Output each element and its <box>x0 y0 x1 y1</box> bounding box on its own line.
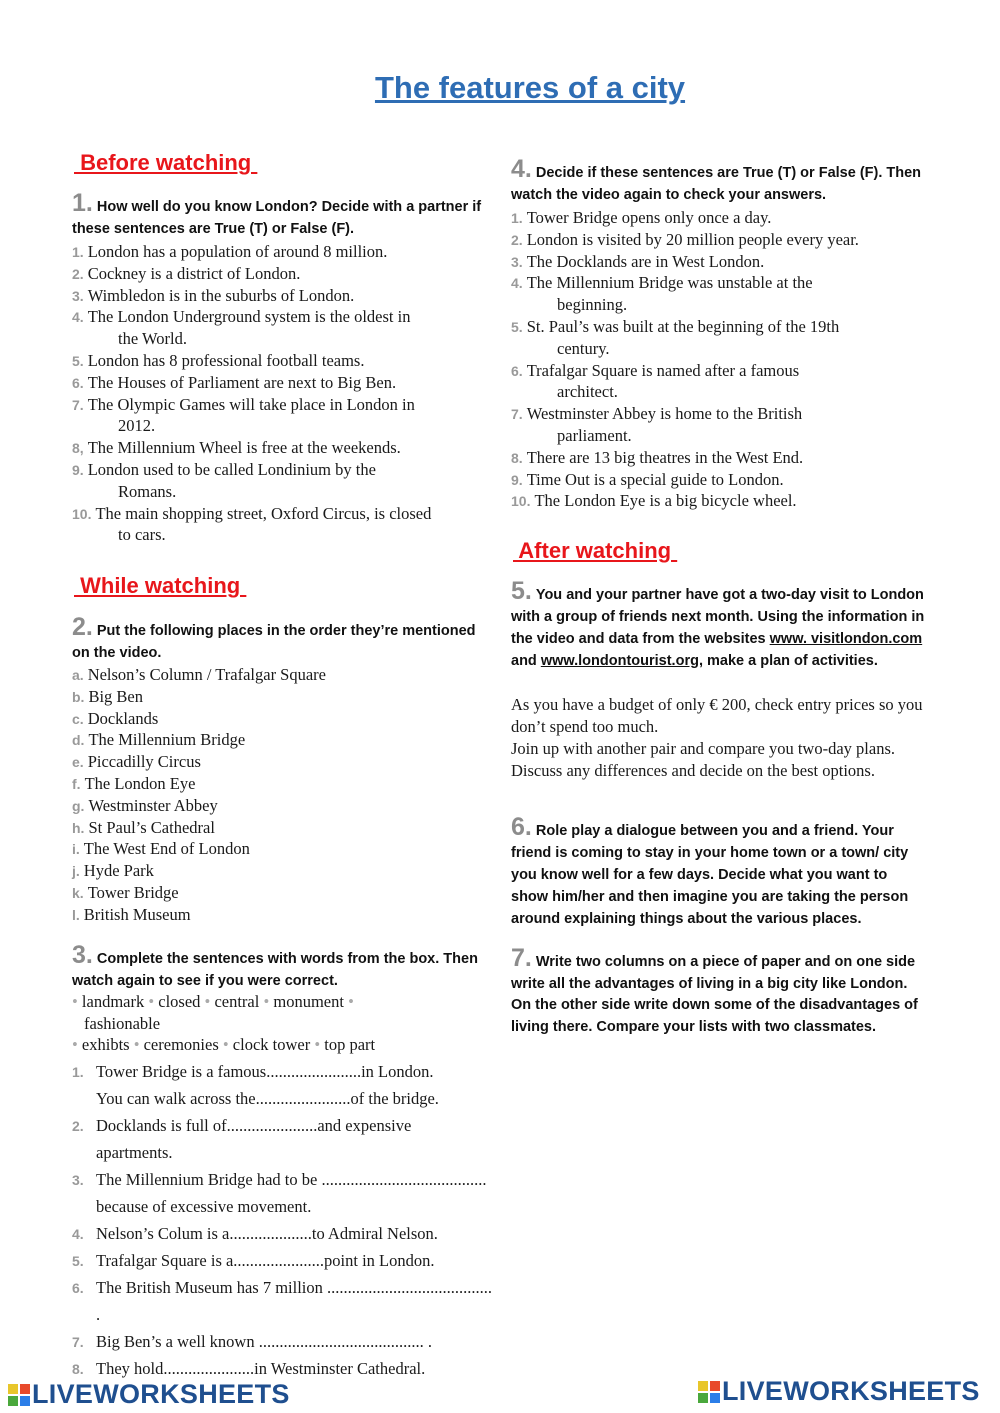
list-item: d. The Millennium Bridge <box>72 730 246 750</box>
liveworksheets-logo-right: LIVEWORKSHEETS <box>698 1376 980 1407</box>
list-item: 7. Westminster Abbey is home to the British parliament. <box>511 404 803 445</box>
task-4-list <box>511 207 931 512</box>
list-item: 1. London has a population of around 8 million. <box>72 242 388 261</box>
task-3-instruction: 3. Complete the sentences with words from the box. Then watch again to see if you were correct. <box>72 941 478 989</box>
section-after-watching: After watching <box>513 538 678 563</box>
liveworksheets-logo-icon <box>8 1384 30 1406</box>
word-box <box>72 991 472 1056</box>
word: clock tower <box>232 1035 311 1054</box>
task-5-paragraphs <box>511 694 936 782</box>
list-item: 6. The Houses of Parliament are next to Big Ben. <box>72 372 397 392</box>
section-while-watching: While watching <box>74 573 247 598</box>
list-item: 7. The Olympic Games will take place in London in 2012. <box>72 394 415 436</box>
list-item: h. St Paul’s Cathedral <box>72 817 215 837</box>
task-number: 2. <box>72 613 93 641</box>
list-item: 2. London is visited by 20 million people every year. <box>511 229 859 249</box>
list-item: 8, The Millennium Wheel is free at the weekends. <box>72 438 401 458</box>
task-2-instruction: 2. Put the following places in the order they’re mentioned on the video. <box>72 613 476 661</box>
task-6-instruction: 6. Role play a dialogue between you and a friend. Your friend is coming to stay in your home town or a town/ city you know well for a few days. Decide what you want to show him/her and then imagine you are taking the person around explaining things about the various places. <box>511 813 909 927</box>
task-number: 6. <box>511 813 532 841</box>
task-number: 4. <box>511 155 532 183</box>
task-1-instruction: 1. How well do you know London? Decide with a partner if these sentences are True (T) or False (F). <box>72 189 482 237</box>
word: fashionable <box>84 1013 161 1033</box>
list-item: 2. Docklands is full of......................and expensive apartments. <box>72 1116 412 1162</box>
list-item: j. Hyde Park <box>72 861 154 881</box>
list-item: 3. The Millennium Bridge had to be ........................................ because of excessive movement. <box>72 1170 487 1216</box>
list-item: 3. The Docklands are in West London. <box>511 251 765 271</box>
word: central <box>214 992 260 1011</box>
list-item: 8. They hold......................in Westminster Cathedral. <box>72 1359 426 1378</box>
task-1-list <box>72 241 492 546</box>
list-item: 1. Tower Bridge is a famous.......................in London. You can walk across the.......................of the bridge. <box>72 1062 439 1108</box>
word: top part <box>324 1035 376 1054</box>
link-londontourist[interactable]: www.londontourist.org <box>540 653 699 669</box>
word: landmark <box>81 992 145 1011</box>
list-item: i. The West End of London <box>72 839 250 859</box>
list-item: 5. Trafalgar Square is a......................point in London. <box>72 1251 435 1270</box>
page-title: The features of a city <box>374 70 686 105</box>
task-3-sentences <box>72 1058 497 1382</box>
word-box-line: • exhibts • ceremonies • clock tower • top part <box>72 1035 376 1054</box>
link-visitlondon[interactable]: www. visitlondon.com <box>769 631 923 647</box>
list-item: 4. The Millennium Bridge was unstable at the beginning. <box>511 273 813 315</box>
word-box-line: • landmark • closed • central • monument • <box>72 992 354 1011</box>
list-item: e. Piccadilly Circus <box>72 752 201 772</box>
word: closed <box>158 992 201 1011</box>
word: exhibts <box>81 1035 130 1054</box>
task-number: 5. <box>511 577 532 605</box>
list-item: 1. Tower Bridge opens only once a day. <box>511 208 772 227</box>
section-before-watching: Before watching <box>74 150 258 175</box>
list-item: g. Westminster Abbey <box>72 795 218 815</box>
list-item: 4. The London Underground system is the oldest in the World. <box>72 307 411 349</box>
list-item: 6. Trafalgar Square is named after a famous architect. <box>511 360 800 402</box>
list-item: 5. St. Paul’s was built at the beginning of the 19th century. <box>511 316 840 358</box>
task-5-budget-text: As you have a budget of only € 200, check entry prices so you don’t spend too much. <box>511 695 923 736</box>
list-item: 9. London used to be called Londinium by the Romans. <box>72 459 376 501</box>
task-5-compare-text: Join up with another pair and compare you two-day plans. Discuss any differences and decide on the best options. <box>511 739 895 780</box>
list-item: c. Docklands <box>72 708 159 728</box>
list-item: 10. The main shopping street, Oxford Circus, is closed to cars. <box>72 503 432 545</box>
list-item: 8. There are 13 big theatres in the West End. <box>511 447 804 467</box>
list-item: a. Nelson’s Column / Trafalgar Square <box>72 665 327 684</box>
task-2-list <box>72 664 492 926</box>
task-4-instruction: 4. Decide if these sentences are True (T) or False (F). Then watch the video again to check your answers. <box>511 155 922 203</box>
word: ceremonies <box>143 1035 219 1054</box>
liveworksheets-logo-left: LIVEWORKSHEETS <box>8 1379 290 1410</box>
list-item: 6. The British Museum has 7 million ........................................ . <box>72 1278 492 1324</box>
list-item: b. Big Ben <box>72 686 143 706</box>
list-item: f. The London Eye <box>72 773 196 793</box>
word: monument <box>273 992 344 1011</box>
list-item: 5. London has 8 professional football teams. <box>72 350 365 370</box>
list-item: l. British Museum <box>72 904 191 924</box>
list-item: k. Tower Bridge <box>72 882 179 902</box>
list-item: 2. Cockney is a district of London. <box>72 263 301 283</box>
task-number: 3. <box>72 941 93 969</box>
list-item: 3. Wimbledon is in the suburbs of London. <box>72 285 355 305</box>
task-7-instruction: 7. Write two columns on a piece of paper and on one side write all the advantages of living in a big city like London. On the other side write down some of the disadvantages of living there. Compare your lists with two classmates. <box>511 944 918 1035</box>
task-number: 1. <box>72 189 93 217</box>
list-item: 7. Big Ben’s a well known ........................................ . <box>72 1332 432 1351</box>
liveworksheets-logo-icon <box>698 1381 720 1403</box>
task-number: 7. <box>511 944 532 972</box>
list-item: 4. Nelson’s Colum is a....................to Admiral Nelson. <box>72 1224 438 1243</box>
task-5-instruction: 5. You and your partner have got a two-day visit to London with a group of friends next month. Using the information in the video and data from the websites www. visitlondon.com and www.londontourist.org, make a plan of activities. <box>511 577 925 669</box>
list-item: 10. The London Eye is a big bicycle wheel. <box>511 491 797 511</box>
list-item: 9. Time Out is a special guide to London. <box>511 469 784 489</box>
